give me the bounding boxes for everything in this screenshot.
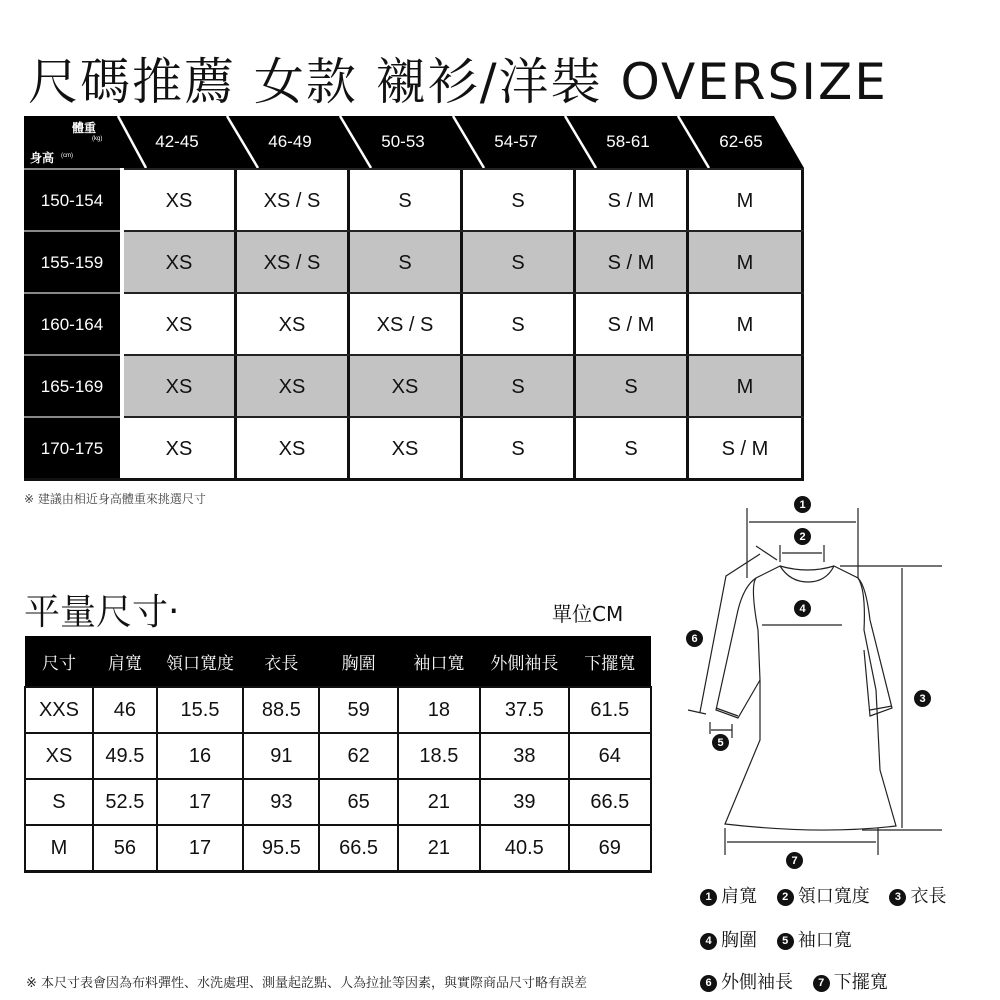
dress-diagram <box>680 490 1000 870</box>
size-cell: S <box>350 170 463 232</box>
size-cell: M <box>689 356 804 418</box>
size-cell: S <box>463 418 576 480</box>
size-cell: XS <box>237 418 350 480</box>
value-cell: 21 <box>398 825 480 872</box>
value-cell: 18.5 <box>398 733 480 779</box>
legend-label: 肩寬 <box>721 886 757 907</box>
column-header: 胸圍 <box>319 636 397 687</box>
measurement-table <box>24 636 652 873</box>
legend-label: 袖口寬 <box>797 930 852 951</box>
column-header: 尺寸 <box>25 636 93 687</box>
value-cell: 46 <box>93 687 157 733</box>
value-cell: 21 <box>398 779 480 825</box>
marker-6-icon: 6 <box>686 630 703 647</box>
height-range: 170-175 <box>24 416 120 478</box>
value-cell: 93 <box>243 779 319 825</box>
table-header <box>24 116 804 168</box>
size-cell: S / M <box>576 232 689 294</box>
value-cell: 38 <box>480 733 569 779</box>
value-cell: 65 <box>319 779 397 825</box>
size-cell: S / M <box>689 418 804 480</box>
table-row <box>25 687 651 733</box>
table-row <box>25 825 651 872</box>
size-cell: XS <box>350 418 463 480</box>
table-row <box>24 230 804 292</box>
weight-unit: (kg) <box>92 136 103 142</box>
size-cell: XS <box>237 356 350 418</box>
recommendation-note: ※ 建議由相近身高體重來挑選尺寸 <box>24 492 206 506</box>
column-header: 衣長 <box>243 636 319 687</box>
marker-1-icon: 1 <box>794 496 811 513</box>
marker-7-icon: 7 <box>786 852 803 869</box>
size-cell: M <box>689 232 804 294</box>
marker-4-icon: 4 <box>700 933 717 950</box>
marker-5-icon: 5 <box>777 933 794 950</box>
value-cell: 49.5 <box>93 733 157 779</box>
table-row <box>24 168 804 230</box>
marker-4-icon: 4 <box>794 600 811 617</box>
column-header: 下擺寬 <box>569 636 651 687</box>
size-cell: XS <box>237 294 350 356</box>
size-cell: S <box>463 356 576 418</box>
size-label: M <box>25 825 93 872</box>
value-cell: 95.5 <box>243 825 319 872</box>
value-cell: 39 <box>480 779 569 825</box>
size-cell: S <box>463 170 576 232</box>
size-cell: XS / S <box>237 170 350 232</box>
footnote: ※ 本尺寸表會因為布料彈性、水洗處理、測量起訖點、人為拉扯等因素，與實際商品尺寸略有誤差 <box>26 976 588 991</box>
legend-label: 衣長 <box>910 886 947 907</box>
table-row <box>24 292 804 354</box>
table-header-row <box>25 636 651 687</box>
marker-2-icon: 2 <box>777 889 794 906</box>
unit-label: 單位CM <box>552 602 624 626</box>
value-cell: 16 <box>157 733 243 779</box>
dress-outline-icon <box>680 490 1000 870</box>
size-cell: S <box>576 418 689 480</box>
marker-7-icon: 7 <box>813 975 830 992</box>
value-cell: 69 <box>569 825 651 872</box>
column-header: 領口寬度 <box>157 636 243 687</box>
value-cell: 91 <box>243 733 319 779</box>
size-cell: M <box>689 294 804 356</box>
weight-label: 體重 <box>72 121 97 135</box>
height-range: 155-159 <box>24 230 120 292</box>
legend-label: 領口寬度 <box>797 886 870 907</box>
weight-range: 50-53 <box>381 132 425 151</box>
size-cell: XS / S <box>237 232 350 294</box>
value-cell: 40.5 <box>480 825 569 872</box>
weight-range: 46-49 <box>268 132 312 151</box>
marker-1-icon: 1 <box>700 889 717 906</box>
legend-row <box>700 882 960 908</box>
height-range: 150-154 <box>24 168 120 230</box>
size-cell: XS <box>124 232 237 294</box>
value-cell: 64 <box>569 733 651 779</box>
marker-5-icon: 5 <box>712 734 729 751</box>
size-cell: S <box>350 232 463 294</box>
weight-range: 62-65 <box>719 132 763 151</box>
column-header: 袖口寬 <box>398 636 480 687</box>
value-cell: 88.5 <box>243 687 319 733</box>
column-header: 肩寬 <box>93 636 157 687</box>
table-row <box>24 354 804 416</box>
size-cell: XS / S <box>350 294 463 356</box>
weight-range: 58-61 <box>606 132 650 151</box>
value-cell: 62 <box>319 733 397 779</box>
marker-3-icon: 3 <box>914 690 931 707</box>
table-row <box>25 733 651 779</box>
marker-2-icon: 2 <box>794 528 811 545</box>
marker-3-icon: 3 <box>889 889 906 906</box>
page-title: 尺碼推薦 女款 襯衫/洋裝 OVERSIZE <box>28 53 888 111</box>
legend-row <box>700 926 866 952</box>
value-cell: 37.5 <box>480 687 569 733</box>
size-cell: S / M <box>576 170 689 232</box>
value-cell: 66.5 <box>319 825 397 872</box>
size-cell: S / M <box>576 294 689 356</box>
size-label: XS <box>25 733 93 779</box>
weight-range: 42-45 <box>155 132 199 151</box>
value-cell: 59 <box>319 687 397 733</box>
value-cell: 61.5 <box>569 687 651 733</box>
height-range: 165-169 <box>24 354 120 416</box>
legend-label: 外側袖長 <box>721 972 793 993</box>
size-cell: M <box>689 170 804 232</box>
value-cell: 66.5 <box>569 779 651 825</box>
table-row <box>24 416 804 481</box>
table-row <box>25 779 651 825</box>
size-cell: XS <box>124 418 237 480</box>
size-cell: XS <box>124 170 237 232</box>
value-cell: 56 <box>93 825 157 872</box>
size-cell: XS <box>124 294 237 356</box>
value-cell: 52.5 <box>93 779 157 825</box>
size-recommendation-table <box>24 116 804 484</box>
value-cell: 17 <box>157 825 243 872</box>
legend-row <box>700 968 902 994</box>
value-cell: 17 <box>157 779 243 825</box>
measurement-title: 平量尺寸‧ <box>24 592 180 633</box>
column-header: 外側袖長 <box>480 636 569 687</box>
legend-label: 下擺寬 <box>833 972 888 993</box>
size-cell: XS <box>350 356 463 418</box>
size-label: XXS <box>25 687 93 733</box>
legend-label: 胸圍 <box>721 930 757 951</box>
size-label: S <box>25 779 93 825</box>
size-cell: S <box>463 294 576 356</box>
height-label: 身高 <box>30 151 55 165</box>
size-cell: XS <box>124 356 237 418</box>
size-cell: S <box>463 232 576 294</box>
value-cell: 15.5 <box>157 687 243 733</box>
marker-6-icon: 6 <box>700 975 717 992</box>
height-range: 160-164 <box>24 292 120 354</box>
weight-range: 54-57 <box>494 132 538 151</box>
size-cell: S <box>576 356 689 418</box>
height-unit: (cm) <box>61 153 73 159</box>
value-cell: 18 <box>398 687 480 733</box>
